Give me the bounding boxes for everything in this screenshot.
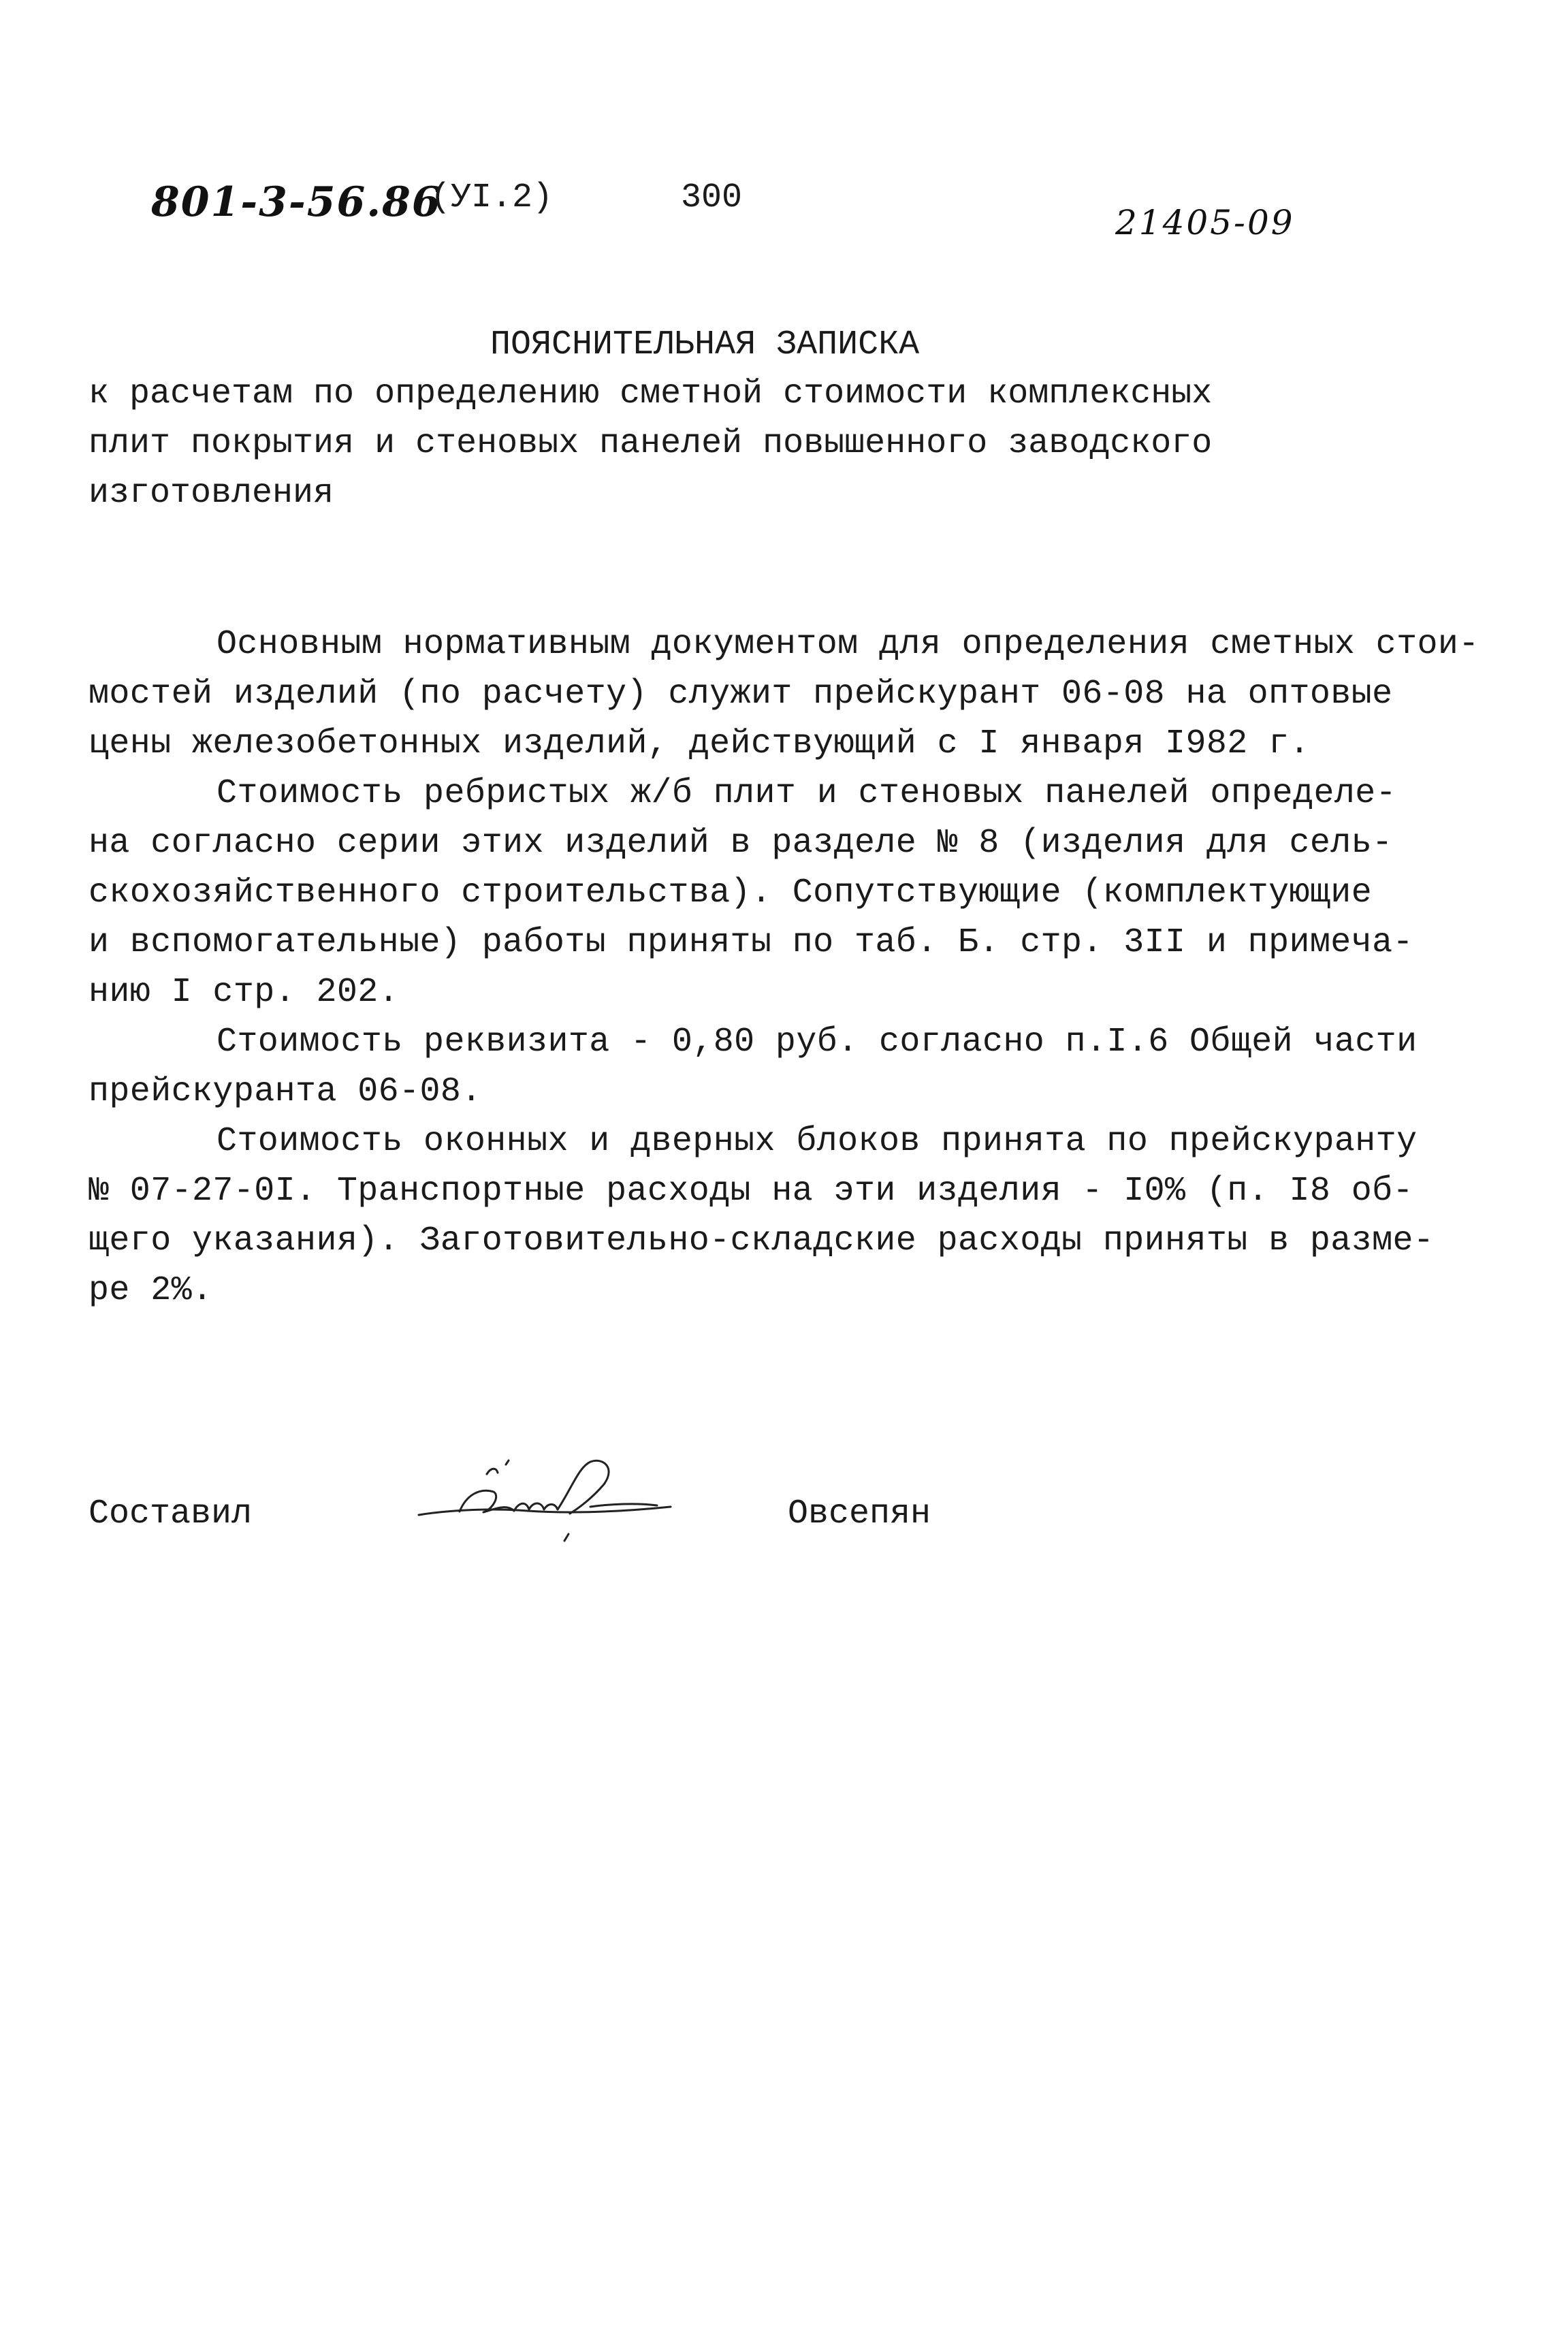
document-title: ПОЯСНИТЕЛЬНАЯ ЗАПИСКА: [490, 325, 920, 364]
signed-by-label: Составил: [89, 1495, 253, 1533]
signature-image: [412, 1447, 684, 1556]
signer-name: Овсепян: [788, 1495, 931, 1533]
body-line: и вспомогательные) работы приняты по таб. Б. стр. 3II и примеча-: [89, 923, 1413, 962]
handwritten-reference: 21405-09: [1115, 203, 1295, 242]
body-line: ре 2%.: [89, 1271, 213, 1310]
subtitle-line: плит покрытия и стеновых панелей повышенного заводского: [89, 424, 1213, 463]
body-line: Стоимость реквизита - 0,80 руб. согласно п.I.6 Общей части: [217, 1023, 1418, 1061]
body-line: Стоимость ребристых ж/б плит и стеновых панелей определе-: [217, 774, 1397, 813]
body-line: на согласно серии этих изделий в разделе № 8 (изделия для сель-: [89, 824, 1393, 863]
body-line: щего указания). Заготовительно-складские расходы приняты в разме-: [89, 1221, 1435, 1260]
document-code: 801-3-56.86: [151, 178, 442, 226]
body-line: нию I стр. 202.: [89, 973, 400, 1012]
page-number: 300: [681, 178, 743, 217]
subtitle-line: изготовления: [89, 474, 334, 513]
body-line: № 07-27-0I. Транспортные расходы на эти изделия - I0% (п. I8 об-: [89, 1172, 1413, 1211]
section-code: (УI.2): [430, 178, 554, 217]
body-line: прейскуранта 06-08.: [89, 1072, 482, 1111]
subtitle-line: к расчетам по определению сметной стоимости комплексных: [89, 374, 1213, 413]
body-line: цены железобетонных изделий, действующий с I января I982 г.: [89, 724, 1310, 763]
body-line: Стоимость оконных и дверных блоков принята по прейскуранту: [217, 1122, 1418, 1161]
body-line: скохозяйственного строительства). Сопутствующие (комплектующие: [89, 874, 1373, 912]
body-line: Основным нормативным документом для определения сметных стои-: [217, 625, 1479, 664]
body-line: мостей изделий (по расчету) служит прейскурант 06-08 на оптовые: [89, 675, 1393, 714]
